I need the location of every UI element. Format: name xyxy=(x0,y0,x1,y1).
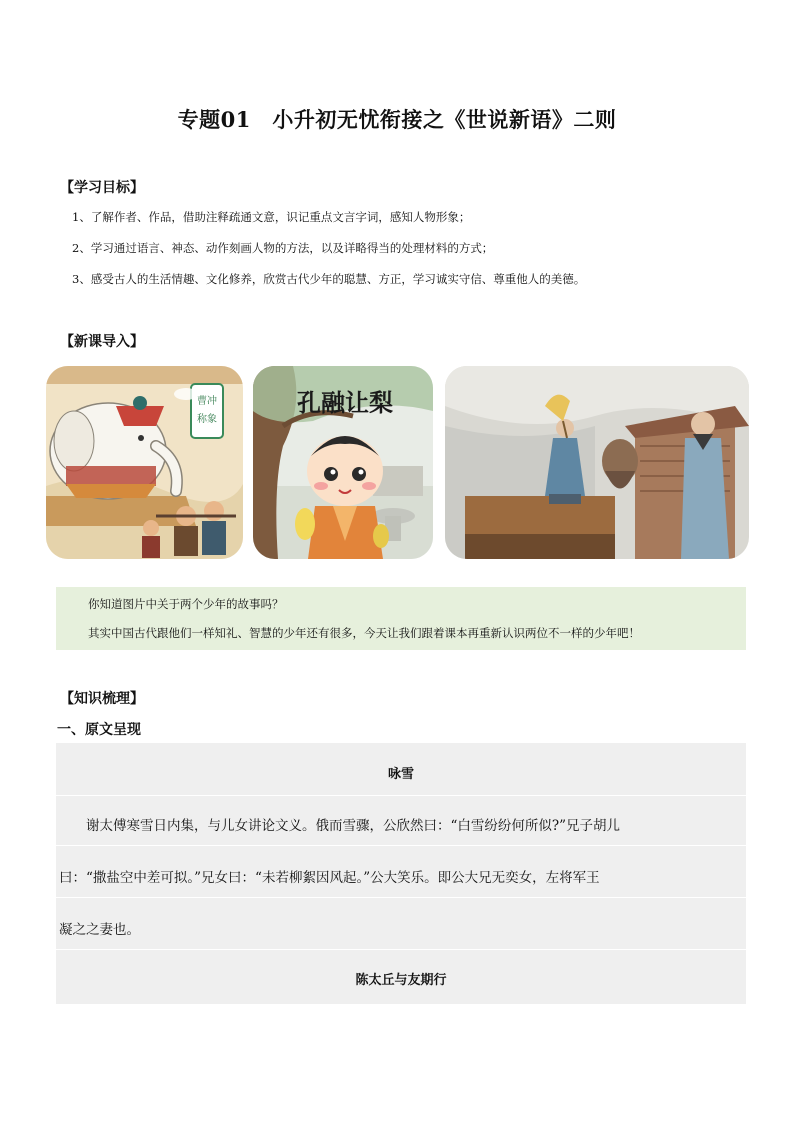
page-title: 专题01 小升初无忧衔接之《世说新语》二则 xyxy=(177,107,617,132)
chen-taiqiu-image xyxy=(445,366,749,559)
intro-line-2: 其实中国古代跟他们一样知礼、智慧的少年还有很多，今天让我们跟着课本再重新认识两位不一样的少年吧！ xyxy=(88,626,640,640)
goals-heading: 【学习目标】 xyxy=(60,180,144,196)
para-line-1: 谢太傅寒雪日内集，与儿女讲论文义。俄而雪骤，公欣然曰：“白雪纷纷何所似?”兄子胡儿 xyxy=(86,818,621,834)
goal-item-1: 1、了解作者、作品，借助注释疏通文意，识记重点文言字词，感知人物形象； xyxy=(72,210,471,224)
original-text-subheading: 一、原文呈现 xyxy=(57,722,141,738)
intro-question-box xyxy=(56,587,746,650)
svg-text:称象: 称象 xyxy=(197,414,217,425)
svg-text:孔融让梨: 孔融让梨 xyxy=(297,389,393,417)
goal-item-3: 3、感受古人的生活情趣、文化修养，欣赏古代少年的聪慧、方正，学习诚实守信、尊重他人的美德。 xyxy=(72,272,586,286)
svg-text:曹冲: 曹冲 xyxy=(197,396,217,407)
intro-heading: 【新课导入】 xyxy=(60,334,144,350)
kong-rong-image xyxy=(253,366,433,559)
knowledge-heading: 【知识梳理】 xyxy=(60,691,144,707)
intro-line-1: 你知道图片中关于两个少年的故事吗？ xyxy=(88,597,284,611)
cao-chong-image xyxy=(46,366,243,559)
poem-title-yongxue: 咏雪 xyxy=(387,767,414,782)
para-line-2: 曰：“撒盐空中差可拟。”兄女曰：“未若柳絮因风起。”公大笑乐。即公大兄无奕女，左将军王 xyxy=(59,870,600,886)
goal-item-2: 2、学习通过语言、神态、动作刻画人物的方法，以及详略得当的处理材料的方式； xyxy=(72,241,494,255)
poem-title-chen-taiqiu: 陈太丘与友期行 xyxy=(355,973,447,988)
para-line-3: 凝之之妻也。 xyxy=(59,922,140,938)
original-text-box xyxy=(56,743,746,1004)
